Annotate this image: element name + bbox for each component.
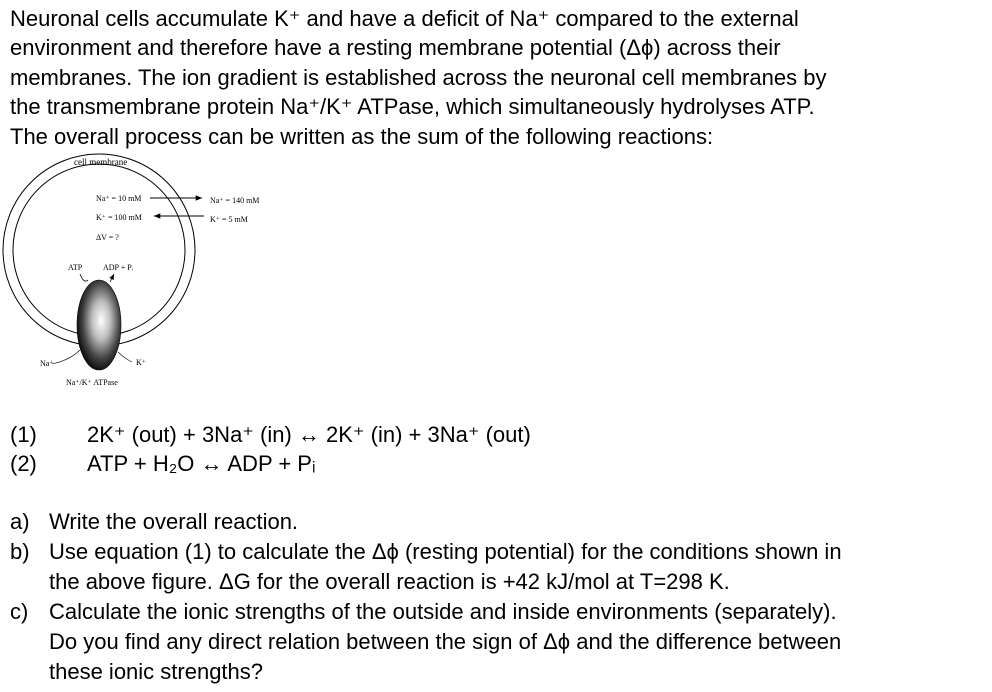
intro-line: environment and therefore have a resting membrane potential (Δϕ) across their	[10, 35, 781, 61]
inside-na-label: Na⁺ = 10 mM	[96, 194, 142, 203]
question-line: the above figure. ΔG for the overall reaction is +42 kJ/mol at T=298 K.	[49, 569, 730, 594]
equation-number: (2)	[10, 451, 37, 476]
cell-membrane-figure	[0, 150, 300, 400]
equation-text: ATP + H₂O ↔ ADP + Pᵢ	[87, 451, 316, 476]
question-line: Write the overall reaction.	[49, 509, 299, 534]
na-out-ion-label: Na⁺	[40, 359, 54, 368]
na-path-line	[52, 350, 80, 364]
intro-line: the transmembrane protein Na⁺/K⁺ ATPase, which simultaneously hydrolyses ATP.	[10, 94, 815, 120]
atp-curve-arrow	[80, 274, 88, 281]
adp-label: ADP + Pᵢ	[103, 263, 133, 272]
adp-arrow	[110, 274, 114, 282]
membrane-label: cell membrane	[74, 157, 128, 167]
k-in-ion-label: K⁺	[136, 358, 146, 367]
intro-line: The overall process can be written as the sum of the following reactions:	[10, 123, 714, 149]
outside-na-label: Na⁺ = 140 mM	[210, 196, 260, 205]
intro-line: Neuronal cells accumulate K⁺ and have a deficit of Na⁺ compared to the external	[10, 6, 799, 31]
equation-text: 2K⁺ (out) + 3Na⁺ (in) ↔ 2K⁺ (in) + 3Na⁺ (out)	[87, 422, 531, 447]
inside-k-label: K⁺ = 100 mM	[96, 213, 142, 222]
question-line: Use equation (1) to calculate the Δϕ (resting potential) for the conditions shown in	[49, 539, 842, 564]
question-label: c)	[10, 599, 29, 624]
question-line: Do you find any direct relation between the sign of Δϕ and the difference between	[49, 629, 842, 654]
equation-number: (1)	[10, 422, 37, 447]
atpase-pump-shape	[77, 280, 121, 370]
question-label: b)	[10, 539, 30, 564]
outside-k-label: K⁺ = 5 mM	[210, 215, 248, 224]
question-line: these ionic strengths?	[49, 659, 264, 684]
inside-v-label: ΔV = ?	[96, 233, 119, 242]
intro-paragraph	[10, 4, 985, 151]
pump-label: Na⁺/K⁺ ATPase	[66, 378, 118, 387]
question-line: Calculate the ionic strengths of the outside and inside environments (separately).	[49, 599, 837, 624]
question-label: a)	[10, 509, 30, 534]
atp-label: ATP	[68, 263, 83, 272]
k-path-line	[118, 352, 132, 362]
intro-line: membranes. The ion gradient is established across the neuronal cell membranes by	[10, 64, 827, 90]
